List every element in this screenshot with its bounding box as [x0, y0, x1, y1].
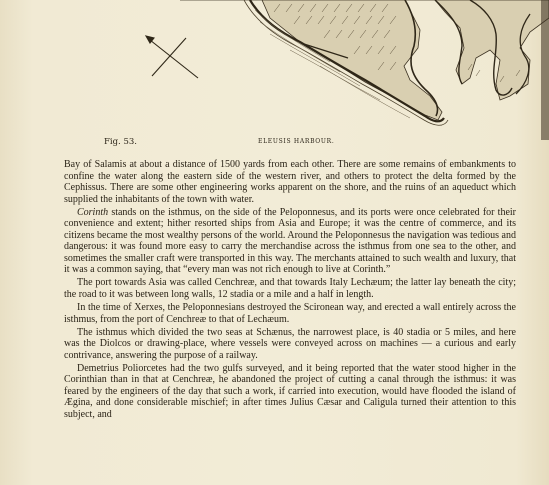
harbour-engraving: [0, 0, 549, 140]
paragraph: [64, 159, 516, 205]
paragraph-text: Demetrius Poliorcetes had the two gulfs surveyed, and it being reported that the water stood higher in the Corinthian than in that at Cenchreæ, he abandoned the project of cutting a canal through the isthmus: it was feared by the engineers of the day that such a work, if carried into execution, would have flooded the island of Ægina, and done considerable mischief; in after times Julius Cæsar and Caligula turned their attention to this subject, and: [64, 362, 516, 420]
paragraph: [64, 277, 516, 300]
paragraph-text: The port towards Asia was called Cenchreæ, and that towards Italy Lechæum; the latter lay beneath the city; the road to it was between long walls, 12 stadia or a mile and a half in length.: [64, 277, 516, 301]
page-edge-shadow: [541, 0, 549, 140]
figure-caption: [0, 137, 549, 151]
body-text: [64, 159, 516, 421]
paragraph-lead: Corinth: [77, 206, 109, 218]
figure-number: Fig. 53.: [104, 137, 137, 147]
paragraph: [64, 207, 516, 276]
paragraph-text: The isthmus which divided the two seas at Schænus, the narrowest place, is 40 stadia or 5 miles, and here was the Diolcos or drawing-place, where vessels were conveyed across on machines — a curious and early contrivance, answering the purpose of a railway.: [64, 326, 516, 361]
paragraph: [64, 327, 516, 362]
paragraph: [64, 302, 516, 325]
figure-title: ELEUSIS HARBOUR.: [258, 138, 335, 145]
paragraph-text: stands on the isthmus, on the side of the Peloponnesus, and its ports were once celebrated for their convenience and extent; hither resorted ships from Asia and Europe; it was the centre of commerce, and its citizens became the most wealthy persons of the world. Around the Peloponnesus the navigation was tedious and dangerous: it was found more easy to carry the merchandise across the isthmus from one sea to the other, and sometimes the smaller craft were transported in this way. The merchants attained to such wealth and luxury, that it was a common saying, that “every man was not rich enough to live at Corinth.”: [64, 206, 516, 276]
paragraph-text: In the time of Xerxes, the Peloponnesians destroyed the Scironean way, and erected a wall entirely across the isthmus, from the port of Cenchreæ to that of Lechæum.: [64, 302, 516, 325]
land-mass: [180, 0, 549, 120]
paragraph: [64, 363, 516, 421]
paragraph-text: Bay of Salamis at about a distance of 1500 yards from each other. There are some remains of embankments to confine the water along the eastern side of the western river, and others to protect the delta formed by the Cephissus. There are some other engineering works apparent on the shore, and the ruins of an aqueduct which supplied the inhabitants of the town with water.: [64, 159, 516, 205]
compass-icon: [146, 36, 198, 78]
